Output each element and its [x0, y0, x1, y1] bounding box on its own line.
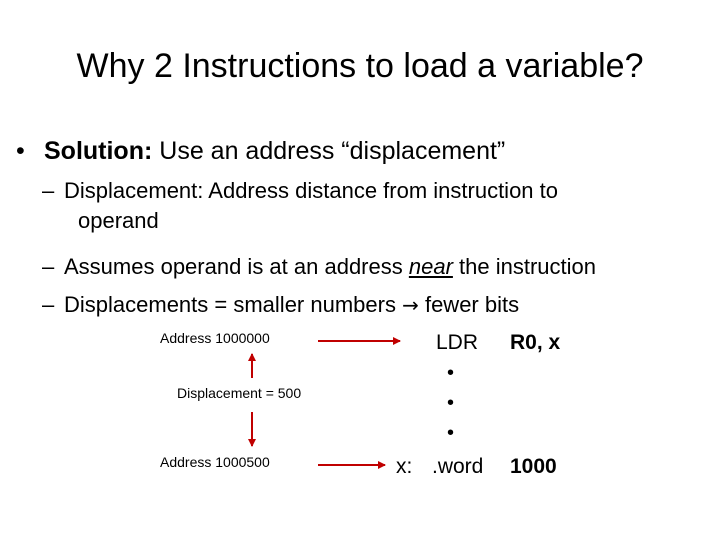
emphasis-near: near	[408, 254, 453, 279]
subbullet-text: fewer bits	[418, 292, 520, 317]
ellipsis-dot: •	[447, 392, 455, 414]
dash-marker: –	[42, 292, 55, 317]
subbullet-text: Assumes operand is at an address	[64, 254, 409, 279]
subbullet-near-assumption	[42, 252, 712, 282]
dash-marker: –	[42, 254, 55, 279]
instr-opcode: LDR	[436, 331, 479, 354]
subbullet-fewer-bits	[42, 290, 712, 320]
word-directive: .word	[432, 455, 484, 478]
subbullet-text-line2: operand	[78, 208, 159, 233]
instr-operands: R0, x	[510, 331, 561, 354]
address-top-label: Address 1000000	[160, 330, 270, 346]
slide-title: Why 2 Instructions to load a variable?	[76, 47, 644, 85]
dash-marker: –	[42, 178, 55, 203]
subbullet-text-line1: Displacement: Address distance from instruction to	[64, 178, 559, 203]
label-x: x:	[396, 455, 413, 478]
ellipsis-dot: •	[447, 362, 455, 384]
bullet-marker: •	[16, 137, 25, 165]
bullet-label: Solution:	[44, 137, 153, 165]
subbullet-text: the instruction	[452, 254, 596, 279]
word-value: 1000	[510, 455, 557, 478]
bullet-solution	[16, 134, 505, 168]
subbullet-displacement-definition	[42, 176, 712, 236]
subbullet-text: Displacements = smaller numbers	[64, 292, 403, 317]
ellipsis-dot: •	[447, 422, 455, 444]
bullet-text: Use an address “displacement”	[152, 137, 506, 165]
address-bottom-label: Address 1000500	[160, 454, 270, 470]
displacement-label: Displacement = 500	[177, 385, 302, 401]
right-arrow-icon: →	[402, 293, 419, 317]
